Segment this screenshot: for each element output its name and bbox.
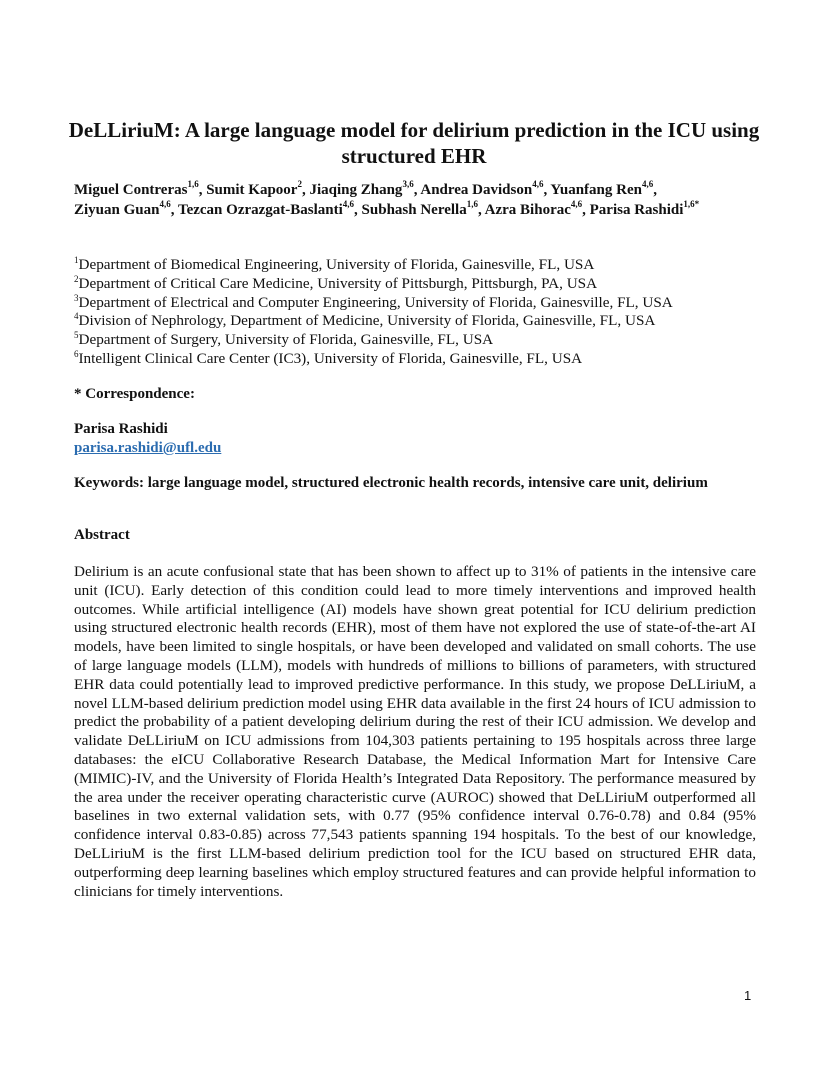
author: Ziyuan Guan$^{4,6}$, [74, 199, 178, 218]
author: Miguel Contreras$^{1,6}$, [74, 179, 207, 198]
correspondence-email-link[interactable]: parisa.rashidi@ufl.edu [74, 440, 222, 456]
author: Tezcan Ozrazgat-Baslanti$^{4,6}$, [177, 199, 362, 218]
affiliation: $^5$Department of Surgery, University of Florida, Gainesville, FL, USA [74, 330, 494, 349]
affiliation: $^4$Division of Nephrology, Department of Medicine, University of Florida, Gainesville, FL, USA [74, 311, 656, 330]
author: Subhash Nerella$^{1,6}$, [361, 199, 485, 218]
author: Yuanfang Ren$^{4,6}$, [550, 179, 657, 198]
correspondence-heading: * Correspondence: [74, 386, 195, 402]
affiliation: $^1$Department of Biomedical Engineering, University of Florida, Gainesville, FL, USA [74, 254, 595, 273]
author: Jiaqing Zhang$^{3,6}$, [309, 179, 421, 198]
keywords: Keywords: large language model, structured electronic health records, intensive care unit, delirium [74, 475, 708, 491]
abstract-heading: Abstract [74, 527, 130, 543]
affiliation-list [74, 256, 764, 369]
affiliation: $^2$Department of Critical Care Medicine, University of Pittsburgh, Pittsburgh, PA, USA [74, 273, 598, 292]
page-number: 1 [744, 988, 752, 1003]
correspondence-name: Parisa Rashidi [74, 421, 168, 437]
abstract-body: Delirium is an acute confusional state that has been shown to affect up to 31% of patients in the intensive care unit (ICU). Early detection of this condition could lead to more timely interventions and improved health outcomes. While artificial intelligence (AI) models have shown great potential for ICU delirium prediction using structured electronic health records (EHR), most of them have not explored the use of state-of-the-art AI models, have been limited to single hospitals, or have been developed and validated on small cohorts. The use of large language models (LLM), models with hundreds of millions to billions of parameters, with structured EHR data could potentially lead to improved predictive performance. In this study, we propose DeLLiriuM, a novel LLM-based delirium prediction model using EHR data available in the first 24 hours of ICU admission to predict the probability of a patient developing delirium during the rest of their ICU admission. We develop and validate DeLLiriuM on ICU admissions from 104,303 patients pertaining to 195 hospitals across three large databases: the eICU Collaborative Research Database, the Medical Information Mart for Intensive Care (MIMIC)-IV, and the University of Florida Health’s Integrated Data Repository. The performance measured by the area under the receiver operating characteristic curve (AUROC) showed that DeLLiriuM outperformed all baselines in two external validation sets, with 0.77 (95% confidence interval 0.76-0.78) and 0.84 (95% confidence interval 0.83-0.85) across 77,543 patients spanning 194 hospitals. To the best of our knowledge, DeLLiriuM is the first LLM-based delirium prediction tool for the ICU based on structured EHR data, outperforming deep learning baselines which employ structured features and can provide helpful information to clinicians for timely interventions. [74, 563, 756, 900]
author: Sumit Kapoor$^2$, [206, 179, 310, 198]
author: Parisa Rashidi$^{1,6*}$ [589, 199, 700, 218]
author-list [74, 180, 754, 220]
author: Azra Bihorac$^{4,6}$, [484, 199, 590, 218]
paper-title: DeLLiriuM: A large language model for delirium prediction in the ICU using structured EHR [68, 118, 760, 168]
affiliation: $^6$Intelligent Clinical Care Center (IC3), University of Florida, Gainesville, FL, USA [74, 348, 583, 367]
author: Andrea Davidson$^{4,6}$, [420, 179, 551, 198]
affiliation: $^3$Department of Electrical and Computer Engineering, University of Florida, Gainesville, FL, USA [74, 292, 673, 311]
